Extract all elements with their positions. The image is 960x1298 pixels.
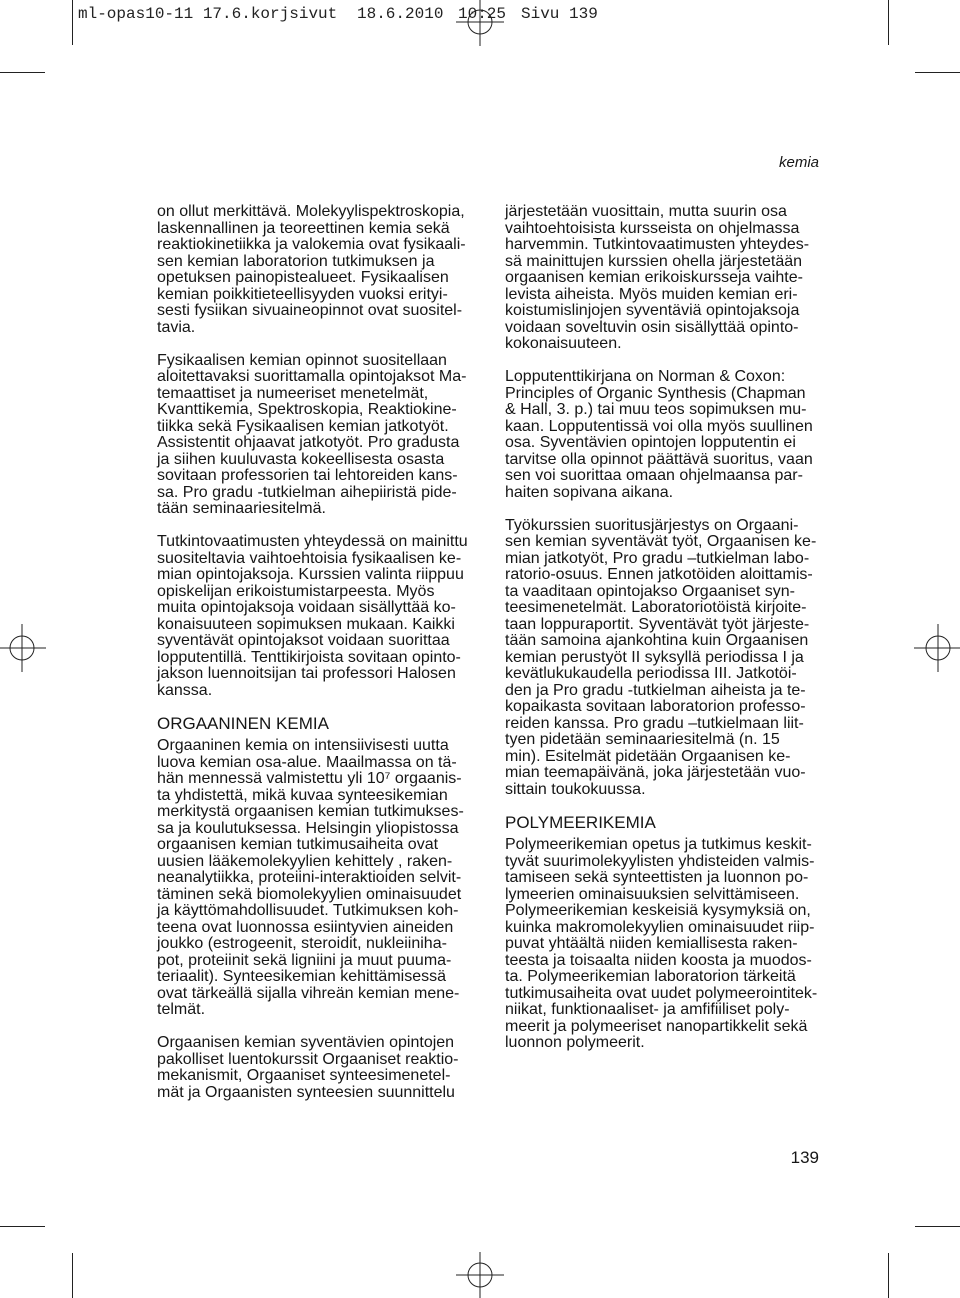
text-line: tamiseen sekä synteettisten ja luonnon po-: [505, 869, 809, 886]
text-line: opetuksen painopistealueet. Fysikaalisen: [157, 269, 449, 286]
text-line: Tutkintovaatimusten yhteydessä on mainittu: [157, 533, 468, 550]
text-line: lopputentillä. Tenttikirjoista sovitaan opinto-: [157, 648, 461, 666]
text-line: Principles of Organic Synthesis (Chapman: [505, 384, 806, 402]
text-line: ja käyttömahdollisuudet. Tutkimuksen koh-: [157, 902, 459, 919]
text-line: tutkimusaiheita ovat uudet polymeerointitek-: [505, 984, 818, 1002]
text-line: levista aiheista. Myös muiden kemian eri-: [505, 285, 798, 303]
text-line: ja siihen kuuluvasta kokeellisesta osasta: [157, 450, 445, 468]
text-line: meerit ja polymeeriset nanopartikkelit sekä: [505, 1017, 808, 1035]
text-line: temaattiset ja numeeriset menetelmät,: [157, 384, 429, 402]
text-line: kuinka makromolekyylien ominaisuudet riip-: [505, 918, 815, 936]
paragraph: [505, 369, 855, 501]
text-line: laskennallinen ja teoreettinen kemia sekä: [157, 219, 450, 237]
text-line: tään samoina ajankohtina kuin Orgaanisen: [505, 632, 809, 649]
text-line: on ollut merkittävä. Molekyylispektroskopia,: [157, 203, 465, 220]
paragraph: [157, 204, 507, 336]
text-line: sä mainittujen kurssien ohella järjestetään: [505, 252, 803, 270]
left-column: [157, 204, 507, 1101]
text-line: aloitettavaksi suorittamalla opintojaksot Ma-: [157, 368, 467, 385]
text-line: & Hall, 3. p.) tai muu teos sopimuksen mu-: [505, 401, 807, 418]
text-line: Polymeerikemian opetus ja tutkimus keskit-: [505, 836, 812, 853]
text-line: mät ja Orgaanisten synteesien suunnittelu: [157, 1083, 455, 1101]
crop-mark-top-right: [889, 0, 960, 73]
text-line: Fysikaalisen kemian opinnot suositellaan: [157, 351, 447, 369]
text-line: koistumislinjojen syventäviä opintojaksoja: [505, 302, 800, 319]
text-line: sen kemian laboratorion tutkimuksen ja: [157, 252, 435, 270]
crop-mark-bottom-right: [889, 1227, 960, 1298]
text-line: orgaanisen kemian erikoiskursseja vaihte-: [505, 269, 803, 286]
text-line: kaan. Lopputentissä voi olla myös suullinen: [505, 417, 813, 435]
text-line: neanalytiikka, proteiini-interaktioiden selvit-: [157, 869, 462, 886]
text-line: sa. Pro gradu -tutkielman aihepiiristä pide-: [157, 483, 457, 501]
page-number: 139: [790, 1148, 819, 1167]
text-line: tyvät suurimolekyylisten yhdisteiden valmis-: [505, 852, 815, 870]
text-line: mian teemapäivänä, joka järjestetään vuo-: [505, 764, 806, 781]
text-line: kemian poikkitieteellisyyden vuoksi erityi-: [157, 285, 448, 303]
text-line: vaihtoehtoisista kursseista on ohjelmassa: [505, 219, 800, 237]
text-line: Orgaaninen kemia on intensiivisesti uutta: [157, 737, 449, 754]
paragraph: [505, 837, 855, 1052]
text-line: kemian perustyöt II syksyllä periodissa I ja: [505, 648, 804, 666]
paragraph: [157, 353, 507, 518]
text-line: opiskelijan erikoistumistarpeesta. Myös: [157, 582, 435, 600]
text-line: Polymeerikemian keskeisiä kysymyksiä on,: [505, 902, 811, 919]
text-line: merkitystä orgaanisen kemian tutkimukses-: [157, 803, 464, 820]
text-line: Orgaanisen kemian syventävien opintojen: [157, 1034, 455, 1051]
text-line: kopaikasta sovitaan laboratorion professo-: [505, 698, 806, 715]
text-line: suositeltavia vaihtoehtoisia fysikaalisen ke-: [157, 549, 462, 567]
text-line: lymeerien ominaisuuksien selvittämiseen.: [505, 885, 800, 903]
paragraph: [505, 518, 855, 799]
paragraph: [157, 738, 507, 1019]
text-line: reaktiokinetiikka ja valokemia ovat fysikaali-: [157, 236, 466, 253]
registration-mark-left: [0, 624, 46, 672]
text-line: järjestetään vuosittain, mutta suurin osa: [505, 203, 787, 220]
text-line: täminen sekä biomolekyylien ominaisuudet: [157, 885, 462, 903]
slug-time: 10:25: [458, 5, 507, 23]
text-line: kokonaisuuteen.: [505, 335, 622, 352]
paragraph: [505, 204, 855, 353]
right-column: [505, 204, 855, 1052]
text-line: tavia.: [157, 318, 196, 336]
text-line: syventävät opintojaksot voidaan suorittaa: [157, 632, 450, 649]
text-line: sen kemian syventävät työt, Orgaanisen ke-: [505, 533, 817, 550]
slug-date: 18.6.2010: [357, 5, 444, 23]
registration-mark-right: [914, 624, 960, 672]
text-line: sesti fysiikan sivuaineopinnot ovat suositel-: [157, 302, 463, 319]
text-line: niikat, funktionaaliset- ja amfifiiliset poly-: [505, 1001, 790, 1018]
text-line: teriaalit). Synteesikemian kehittämisessä: [157, 968, 447, 985]
text-line: sen voi suorittaa omaan ohjelmaansa par-: [505, 467, 803, 484]
text-line: mian opintojaksoja. Kurssien valinta riippuu: [157, 566, 464, 583]
slug-page: Sivu 139: [521, 5, 598, 23]
text-line: luonnon polymeerit.: [505, 1034, 645, 1051]
text-line: voidaan soveltuvin osin sisällyttää opinto-: [505, 318, 799, 336]
registration-mark-bottom: [456, 1252, 504, 1298]
text-line: teesimenetelmät. Laboratoriotöistä kirjoite-: [505, 599, 807, 616]
text-line: konaisuuteen sopimuksen mukaan. Kaikki: [157, 615, 455, 633]
text-line: tään seminaariesitelmä.: [157, 500, 326, 517]
text-line: reiden kanssa. Pro gradu –tutkielmaan liit-: [505, 714, 804, 732]
text-line: telmät.: [157, 1001, 206, 1018]
text-line: ta yhdistettä, mikä kuvaa synteesikemian: [157, 786, 448, 804]
text-line: ta vaaditaan opintojakso Orgaaniset syn-: [505, 582, 795, 600]
text-line: ta. Polymeerikemian laboratorion tärkeitä: [505, 968, 796, 985]
text-line: min). Esitelmät pidetään Orgaanisen ke-: [505, 747, 791, 765]
text-line: puvat yhtäältä niiden kemiallisesta raken-: [505, 935, 798, 952]
text-line: jakson luennoitsijan tai professori Halosen: [157, 665, 456, 682]
paragraph: [157, 1035, 507, 1101]
text-line: ratorio-osuus. Ennen jatkotöiden aloittamis-: [505, 566, 813, 583]
text-line: orgaanisen kemian tutkimusaiheita ovat: [157, 836, 439, 853]
text-line: teena ovat luonnossa esiintyvien aineiden: [157, 918, 454, 936]
text-line: teesta ja toisaalta niiden koosta ja muodos-: [505, 951, 812, 969]
section-heading: POLYMEERIKEMIA: [505, 812, 656, 832]
text-line: ovat tärkeällä sijalla vihreän kemian mene-: [157, 984, 460, 1002]
text-line: hän mennessä valmistettu yli 10⁷ orgaanis-: [157, 770, 462, 787]
running-header: kemia: [778, 154, 819, 171]
text-line: Kvanttikemia, Spektroskopia, Reaktiokine-: [157, 401, 457, 418]
text-line: sovitaan professorien tai lehtoreiden kans-: [157, 467, 458, 484]
text-line: kanssa.: [157, 681, 213, 699]
text-line: Työkurssien suoritusjärjestys on Orgaani-: [505, 516, 799, 534]
text-line: pakolliset luentokurssit Orgaaniset reaktio-: [157, 1050, 459, 1068]
text-line: joukko (estrogeenit, steroidit, nukleiiniha-: [157, 935, 447, 952]
text-line: harvemmin. Tutkintovaatimusten yhteydes-: [505, 236, 810, 253]
text-line: pot, proteiinit sekä ligniini ja muut puuma-: [157, 951, 452, 969]
text-line: tiikka sekä Fysikaalisen kemian jatkotyöt.: [157, 417, 449, 435]
text-line: taan loppuraportit. Syventävät työt järjeste-: [505, 615, 810, 633]
text-line: sittain toukokuussa.: [505, 780, 646, 798]
text-line: kevätlukukaudella periodissa III. Jatkotöi-: [505, 665, 797, 682]
crop-mark-bottom-left: [0, 1227, 73, 1298]
text-line: Lopputenttikirjana on Norman & Coxon:: [505, 368, 786, 385]
text-line: tyen pidetään seminaariesitelmä (n. 15: [505, 731, 780, 748]
crop-mark-top-left: [0, 0, 73, 73]
text-line: osa. Syventävien opintojen lopputentin ei: [505, 434, 796, 451]
text-line: Assistentit ohjaavat jatkotyöt. Pro gradusta: [157, 434, 460, 451]
text-line: mekanismit, Orgaaniset synteesimenetel-: [157, 1067, 451, 1084]
section-heading: ORGAANINEN KEMIA: [157, 713, 329, 733]
text-line: sa ja koulutuksessa. Helsingin yliopistossa: [157, 819, 459, 837]
slug-file: ml-opas10-11 17.6.korjsivut: [78, 5, 338, 23]
text-line: tarvitse olla opinnot päättävä suoritus, vaan: [505, 450, 813, 468]
text-line: uusien lääkemolekyylien kehittely , raken-: [157, 852, 453, 870]
text-line: haiten sopivana aikana.: [505, 483, 674, 501]
paragraph: [157, 534, 507, 699]
text-line: muita opintojaksoja voidaan sisällyttää ko-: [157, 599, 456, 616]
text-line: den ja Pro gradu -tutkielman aiheista ja te-: [505, 681, 806, 699]
text-line: luova kemian osa-alue. Maailmassa on tä-: [157, 753, 457, 771]
text-line: mian jatkotyöt, Pro gradu –tutkielman labo-: [505, 549, 810, 567]
